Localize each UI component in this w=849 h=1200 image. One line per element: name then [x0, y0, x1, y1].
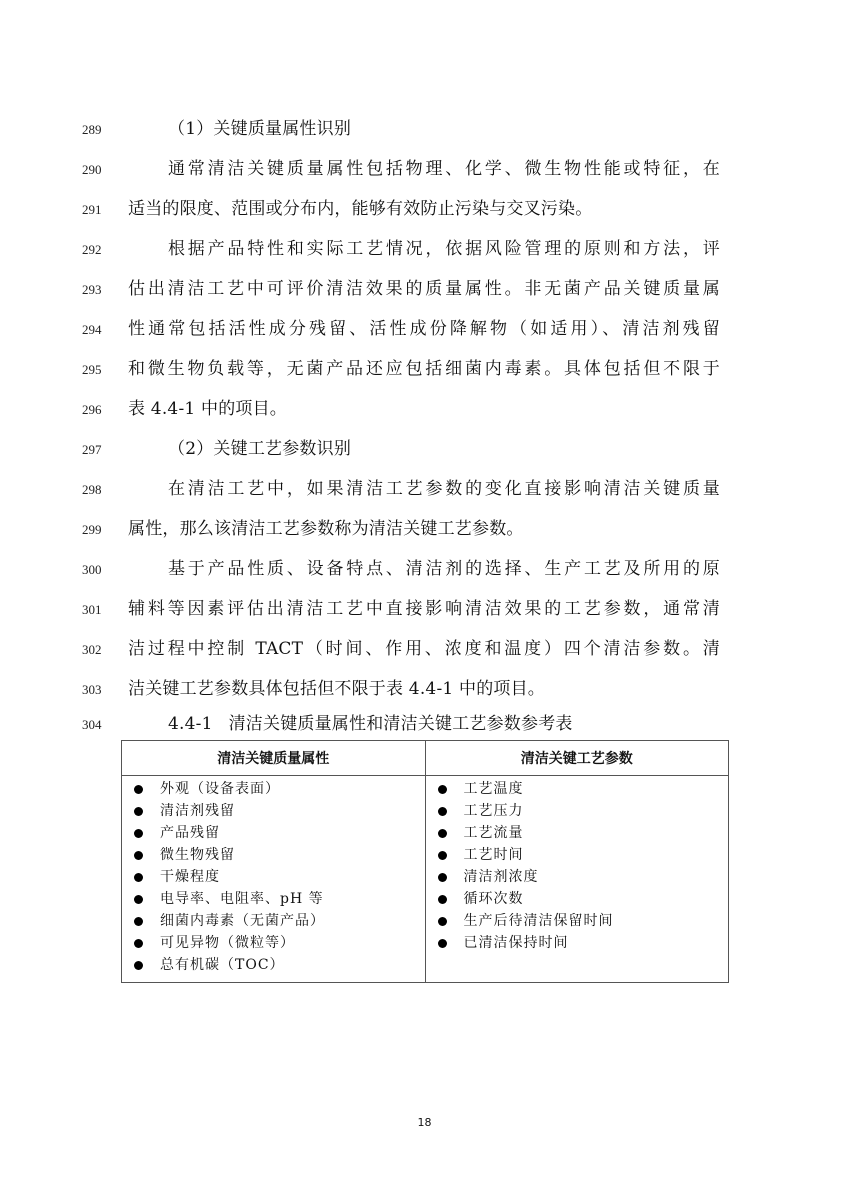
- list-item: 循环次数: [426, 888, 729, 910]
- bullet-icon: [134, 785, 143, 794]
- header-quality-attributes: 清洁关键质量属性: [122, 741, 426, 776]
- text-line: [0, 473, 849, 505]
- text-line: [0, 393, 849, 425]
- page-number: 18: [417, 1116, 432, 1129]
- bullet-icon: [134, 807, 143, 816]
- bullet-icon: [134, 851, 143, 860]
- line-number: 297: [82, 442, 102, 457]
- text-line: [0, 233, 849, 265]
- list-item: 工艺温度: [426, 778, 729, 800]
- text-line: [0, 673, 849, 705]
- list-item: 已清洁保持时间: [426, 932, 729, 954]
- bullet-icon: [438, 807, 447, 816]
- bullet-icon: [134, 961, 143, 970]
- bullet-icon: [134, 829, 143, 838]
- table-caption-number: 4.4-1: [168, 714, 213, 734]
- list-item: 工艺时间: [426, 844, 729, 866]
- text-line: [0, 153, 849, 185]
- line-number: 293: [82, 282, 102, 297]
- bullet-icon: [438, 851, 447, 860]
- table-caption: [168, 708, 720, 740]
- list-item: 可见异物（微粒等）: [122, 932, 425, 954]
- paragraph-line: 表 4.4-1 中的项目。: [128, 399, 288, 419]
- list-item: 清洁剂浓度: [426, 866, 729, 888]
- bullet-icon: [134, 939, 143, 948]
- table-caption-title: 清洁关键质量属性和清洁关键工艺参数参考表: [228, 714, 573, 734]
- text-line: [0, 553, 849, 585]
- text-line: [0, 113, 849, 145]
- table-caption-line: [0, 708, 849, 740]
- line-number: 302: [82, 642, 102, 657]
- line-number: 300: [82, 562, 102, 577]
- list-item: 电导率、电阻率、pH 等: [122, 888, 425, 910]
- paragraph-line: 适当的限度、范围或分布内，能够有效防止污染与交叉污染。: [128, 199, 593, 219]
- line-number: 292: [82, 242, 102, 257]
- line-number: 301: [82, 602, 102, 617]
- text-line: [0, 273, 849, 305]
- paragraph-line: 通常清洁关键质量属性包括物理、化学、微生物性能或特征，在: [168, 159, 720, 179]
- line-number: 289: [82, 122, 102, 137]
- table-header-row: [122, 741, 729, 776]
- line-number: 291: [82, 202, 102, 217]
- text-line: [0, 193, 849, 225]
- text-line: [0, 633, 849, 665]
- bullet-icon: [134, 895, 143, 904]
- reference-table: [121, 740, 729, 983]
- line-number: 296: [82, 402, 102, 417]
- line-number: 290: [82, 162, 102, 177]
- bullet-icon: [438, 829, 447, 838]
- paragraph-line: 辅料等因素评估出清洁工艺中直接影响清洁效果的工艺参数，通常清: [128, 599, 720, 619]
- paragraph-line: 洁过程中控制 TACT（时间、作用、浓度和温度）四个清洁参数。清: [128, 639, 720, 659]
- bullet-icon: [438, 785, 447, 794]
- paragraph-line: 性通常包括活性成分残留、活性成份降解物（如适用）、清洁剂残留: [128, 319, 720, 339]
- bullet-icon: [438, 895, 447, 904]
- text-line: [0, 353, 849, 385]
- process-parameters-cell: [425, 776, 729, 983]
- list-item: 生产后待清洁保留时间: [426, 910, 729, 932]
- list-item: 细菌内毒素（无菌产品）: [122, 910, 425, 932]
- section-heading: （1）关键质量属性识别: [168, 119, 352, 139]
- paragraph-line: 在清洁工艺中，如果清洁工艺参数的变化直接影响清洁关键质量: [168, 479, 720, 499]
- paragraph-line: 洁关键工艺参数具体包括但不限于表 4.4-1 中的项目。: [128, 679, 546, 699]
- paragraph-line: 基于产品性质、设备特点、清洁剂的选择、生产工艺及所用的原: [168, 559, 720, 579]
- quality-attributes-cell: [122, 776, 426, 983]
- bullet-icon: [134, 917, 143, 926]
- list-item: 清洁剂残留: [122, 800, 425, 822]
- paragraph-line: 根据产品特性和实际工艺情况，依据风险管理的原则和方法，评: [168, 239, 720, 259]
- text-line: [0, 593, 849, 625]
- line-number: 295: [82, 362, 102, 377]
- list-item: 工艺压力: [426, 800, 729, 822]
- line-number: 303: [82, 682, 102, 697]
- text-line: [0, 513, 849, 545]
- list-item: 微生物残留: [122, 844, 425, 866]
- line-number: 299: [82, 522, 102, 537]
- paragraph-line: 和微生物负载等，无菌产品还应包括细菌内毒素。具体包括但不限于: [128, 359, 720, 379]
- line-number: 294: [82, 322, 102, 337]
- list-item: 工艺流量: [426, 822, 729, 844]
- text-line: [0, 313, 849, 345]
- bullet-icon: [438, 917, 447, 926]
- section-heading: （2）关键工艺参数识别: [168, 439, 352, 459]
- paragraph-line: 估出清洁工艺中可评价清洁效果的质量属性。非无菌产品关键质量属: [128, 279, 720, 299]
- text-line: [0, 433, 849, 465]
- paragraph-line: 属性，那么该清洁工艺参数称为清洁关键工艺参数。: [128, 519, 524, 539]
- list-item: 外观（设备表面）: [122, 778, 425, 800]
- bullet-icon: [134, 873, 143, 882]
- bullet-icon: [438, 873, 447, 882]
- bullet-icon: [438, 939, 447, 948]
- list-item: 总有机碳（TOC）: [122, 954, 425, 976]
- header-process-parameters: 清洁关键工艺参数: [425, 741, 729, 776]
- line-number: 298: [82, 482, 102, 497]
- list-item: 干燥程度: [122, 866, 425, 888]
- list-item: 产品残留: [122, 822, 425, 844]
- table-body-row: [122, 776, 729, 983]
- line-number: 304: [82, 717, 102, 732]
